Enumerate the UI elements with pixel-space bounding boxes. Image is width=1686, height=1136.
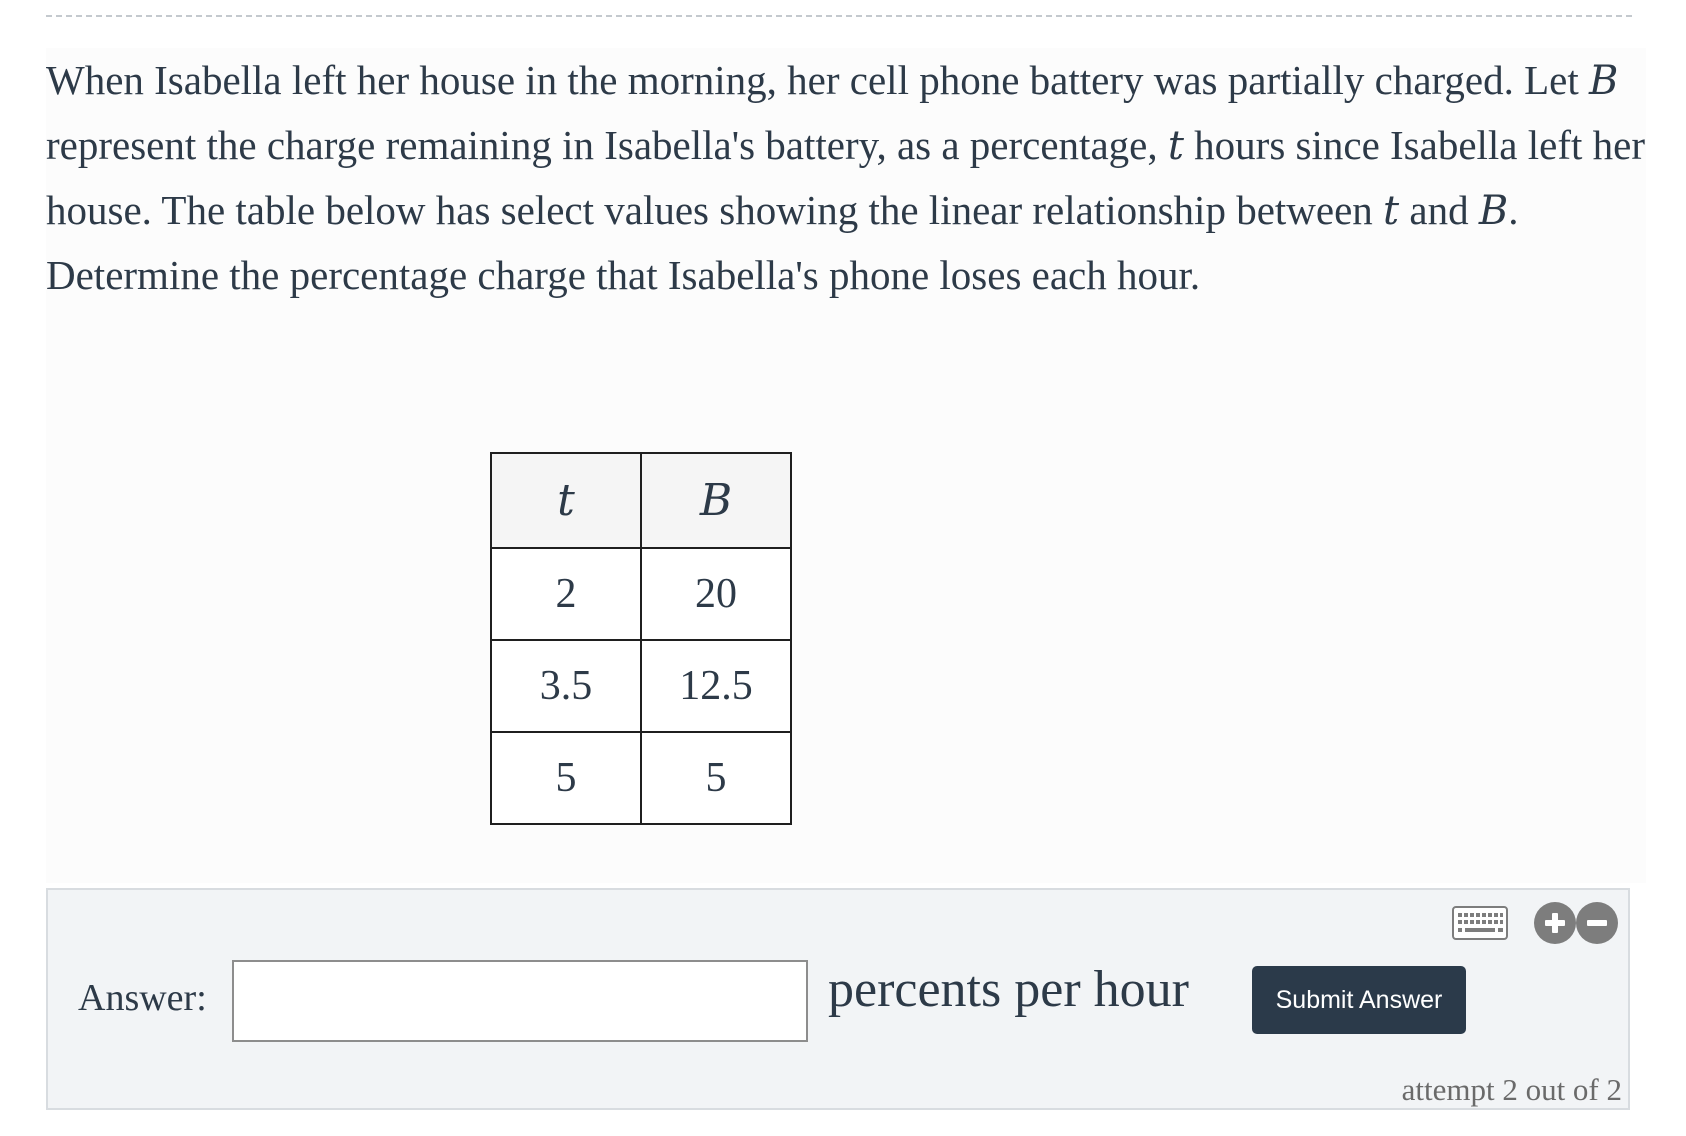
variable-t: t: [1167, 123, 1184, 169]
submit-answer-button[interactable]: Submit Answer: [1252, 966, 1466, 1034]
table-cell-b: 5: [641, 732, 791, 824]
table-row: [491, 640, 791, 732]
answer-input[interactable]: [232, 960, 808, 1042]
question-area: [46, 48, 1646, 883]
prompt-text-5: . Determine the percentage charge that Isabella's phone loses each hour.: [46, 187, 1519, 298]
column-header-b: B: [641, 453, 791, 548]
variable-b: B: [1478, 188, 1509, 234]
prompt-text-2: represent the charge remaining in Isabella's battery, as a percentage,: [46, 122, 1168, 168]
answer-label: Answer:: [78, 977, 207, 1019]
table-cell-b: 12.5: [641, 640, 791, 732]
prompt-text-1: When Isabella left her house in the morning, her cell phone battery was partially charged. Let: [46, 57, 1590, 103]
prompt-text-3: hours since Isabella left her house. The table below has select values showing the linear relationship between: [46, 122, 1645, 233]
keyboard-icon[interactable]: [1452, 906, 1508, 940]
table-cell-t: 2: [491, 548, 641, 640]
prompt-text-4: and: [1399, 187, 1479, 233]
question-prompt: [46, 48, 1646, 307]
table-row: [491, 732, 791, 824]
values-table: [490, 452, 792, 825]
column-header-t: t: [491, 453, 641, 548]
variable-b: B: [1589, 58, 1619, 104]
attempt-counter: attempt 2 out of 2: [1401, 1072, 1622, 1107]
variable-t: t: [1383, 188, 1400, 234]
table-header-row: [491, 453, 791, 548]
table-cell-b: 20: [641, 548, 791, 640]
table-row: [491, 548, 791, 640]
zoom-controls: [1534, 902, 1624, 944]
answer-panel: [46, 888, 1630, 1110]
minus-circle-icon[interactable]: [1576, 902, 1618, 944]
table-cell-t: 5: [491, 732, 641, 824]
unit-label: percents per hour: [828, 961, 1189, 1018]
plus-circle-icon[interactable]: [1534, 902, 1576, 944]
values-table-wrapper: [490, 452, 792, 825]
table-cell-t: 3.5: [491, 640, 641, 732]
top-divider: [46, 15, 1632, 17]
